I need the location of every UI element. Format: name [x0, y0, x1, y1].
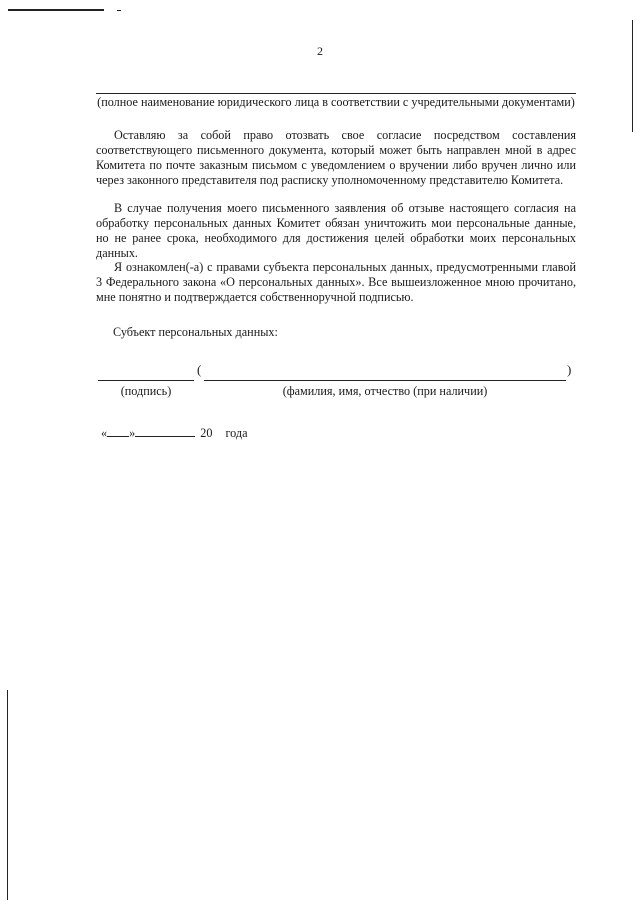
- year-word: года: [225, 426, 248, 440]
- month-blank: [135, 425, 195, 437]
- date-close-quote: »: [129, 426, 136, 440]
- year-prefix: 20: [200, 426, 213, 440]
- subject-label: Субъект персональных данных:: [113, 325, 278, 339]
- day-blank: [107, 425, 129, 437]
- signature-caption: (подпись): [120, 384, 172, 398]
- org-name-caption: (полное наименование юридического лица в соответствии с учредительными документами): [97, 95, 575, 109]
- scan-mark-top-dot: [117, 10, 121, 11]
- name-open-paren: (: [197, 362, 202, 377]
- paragraph-revocation-right: Оставляю за собой право отозвать свое согласие посредством составления соответствующего письменного документа, который может быть направлен мной в адрес Комитета по почте заказным письмом с уведомлением о вручении либо вручен лично или через законного представителя под расписку уполномоченному представителю Комитета.: [96, 128, 576, 187]
- date-open-quote: «: [101, 426, 108, 440]
- paragraph-acknowledgement: Я ознакомлен(-а) с правами субъекта персональных данных, предусмотренными главой 3 Федерального закона «О персональных данных». Все вышеизложенное мною прочитано, мне понятно и подтверждается собственноручной подписью.: [96, 260, 576, 304]
- signature-line: [98, 380, 194, 381]
- full-name-caption: (фамилия, имя, отчество (при наличии): [282, 384, 488, 398]
- org-name-line: [96, 93, 576, 94]
- name-close-paren: ): [567, 362, 572, 377]
- full-name-line: [204, 380, 566, 381]
- date-line: [101, 425, 248, 441]
- paragraph-data-destruction: В случае получения моего письменного заявления об отзыве настоящего согласия на обработку персональных данных Комитет обязан уничтожить мои персональные данные, но не ранее срока, необходимого для достижения целей обработки моих персональных данных.: [96, 201, 576, 260]
- scan-mark-left-edge: [7, 690, 8, 900]
- scan-mark-top-left: [8, 9, 104, 11]
- page-number: 2: [317, 44, 323, 58]
- scan-mark-right-edge: [632, 20, 633, 132]
